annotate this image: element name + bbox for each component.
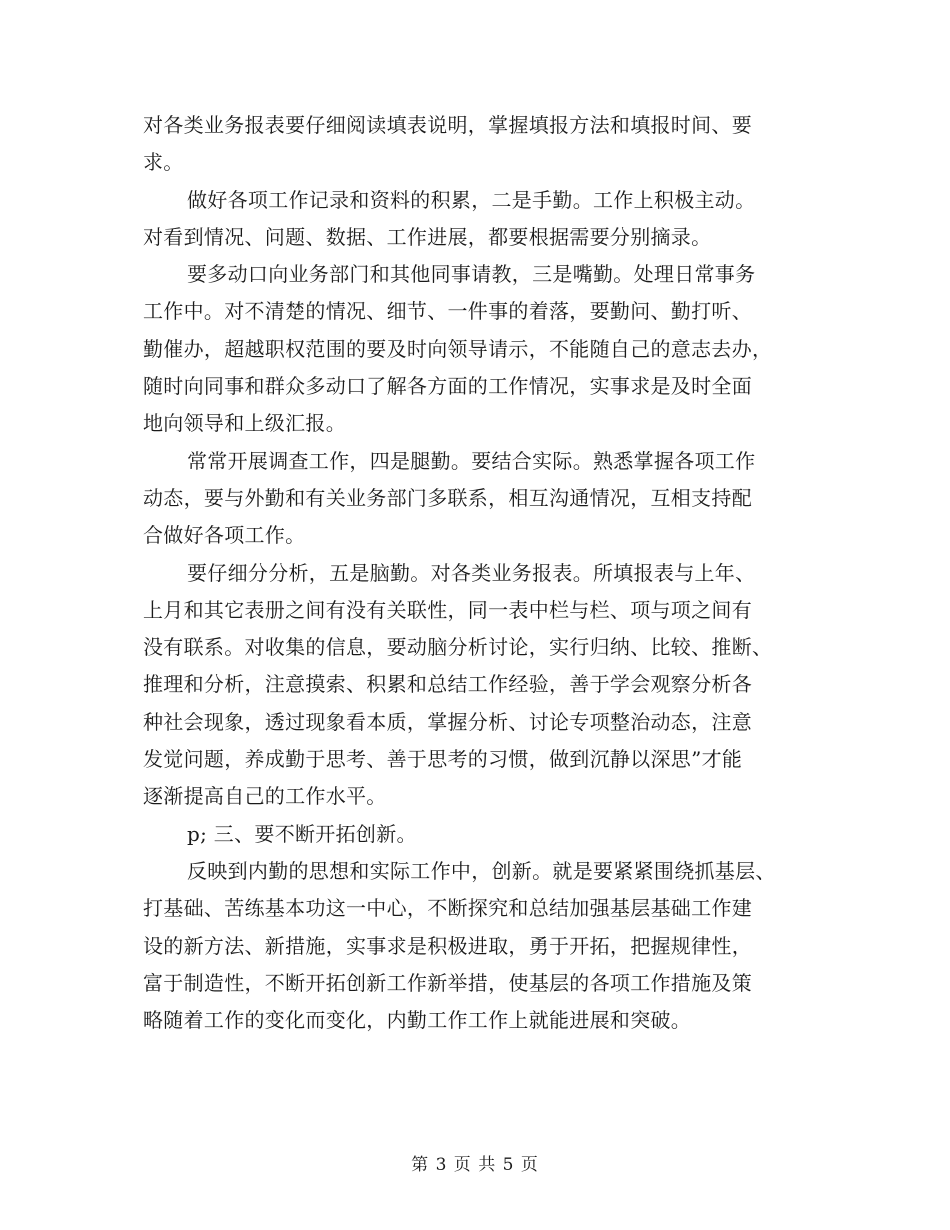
- text-line: 设的新方法、新措施，实事求是积极进取，勇于开拓，把握规律性，: [143, 933, 752, 958]
- text-line: 勤催办，超越职权范围的要及时向领导请示，不能随自己的意志去办，: [143, 336, 773, 361]
- text-line: 略随着工作的变化而变化，内勤工作工作上就能进展和突破。: [143, 1008, 692, 1033]
- text-line: 工作中。对不清楚的情况、细节、一件事的着落，要勤问、勤打听、: [143, 299, 752, 324]
- document-body: [143, 107, 813, 1039]
- text-line: 随时向同事和群众多动口了解各方面的工作情况，实事求是及时全面: [143, 374, 752, 399]
- paragraph-start-line: 要多动口向业务部门和其他同事请教，三是嘴勤。处理日常事务: [187, 262, 756, 287]
- text-line: 求。: [143, 150, 184, 175]
- text-line: 上月和其它表册之间有没有关联性，同一表中栏与栏、项与项之间有: [143, 597, 752, 622]
- text-line: 地向领导和上级汇报。: [143, 411, 346, 436]
- section-heading-line: p; 三、要不断开拓创新。: [187, 821, 417, 846]
- text-line: 合做好各项工作。: [143, 523, 306, 548]
- text-line: 对看到情况、问题、数据、工作进展，都要根据需要分别摘录。: [143, 224, 712, 249]
- text-line: 逐渐提高自己的工作水平。: [143, 784, 387, 809]
- paragraph-start-line: 常常开展调查工作，四是腿勤。要结合实际。熟悉掌握各项工作: [187, 448, 756, 473]
- paragraph-start-line: 反映到内勤的思想和实际工作中，创新。就是要紧紧围绕抓基层、: [187, 858, 776, 883]
- text-line: 推理和分析，注意摸索、积累和总结工作经验，善于学会观察分析各: [143, 672, 752, 697]
- text-line: 对各类业务报表要仔细阅读填表说明，掌握填报方法和填报时间、要: [143, 113, 752, 137]
- text-line: 动态，要与外勤和有关业务部门多联系，相互沟通情况，互相支持配: [143, 485, 752, 510]
- paragraph-start-line: 要仔细分分析，五是脑勤。对各类业务报表。所填报表与上年、: [187, 560, 756, 585]
- text-line: 种社会现象，透过现象看本质，掌握分析、讨论专项整治动态，注意: [143, 709, 752, 734]
- paragraph-start-line: 做好各项工作记录和资料的积累，二是手勤。工作上积极主动。: [187, 187, 756, 212]
- text-line: 富于制造性，不断开拓创新工作新举措，使基层的各项工作措施及策: [143, 970, 752, 995]
- text-line: 打基础、苦练基本功这一中心，不断探究和总结加强基层基础工作建: [143, 896, 752, 921]
- text-line: 没有联系。对收集的信息，要动脑分析讨论，实行归纳、比较、推断、: [143, 635, 773, 660]
- page-number-footer: 第 3 页 共 5 页: [411, 1155, 539, 1175]
- text-line: 发觉问题，养成勤于思考、善于思考的习惯，做到沉静以深思”才能: [143, 747, 743, 772]
